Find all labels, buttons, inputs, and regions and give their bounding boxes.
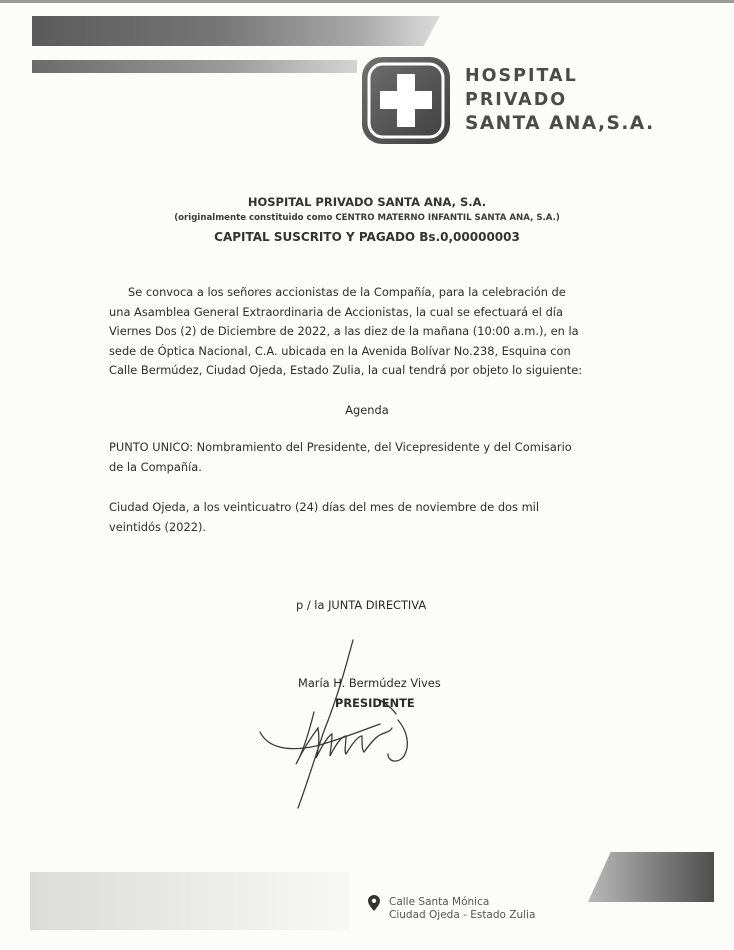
date-paragraph [109, 498, 629, 537]
punto-line: de la Compañía. [109, 459, 202, 474]
convocation-line: una Asamblea General Extraordinaria de Accionistas, la cual se efectuará el día [109, 304, 563, 319]
logo-line-1: HOSPITAL [465, 66, 578, 86]
footer-address-line-2: Ciudad Ojeda - Estado Zulia [389, 908, 536, 921]
punto-unico-paragraph [109, 438, 629, 477]
signer-role: PRESIDENTE [335, 696, 415, 710]
signer-name: María H. Bermúdez Vives [298, 676, 441, 690]
convocation-line: sede de Óptica Nacional, C.A. ubicada en la Avenida Bolívar No.238, Esquina con [109, 343, 571, 358]
company-capital: CAPITAL SUSCRITO Y PAGADO Bs.0,00000003 [214, 230, 520, 244]
convocation-paragraph [109, 283, 629, 381]
footer-decor-bar [30, 872, 350, 930]
agenda-heading: Agenda [345, 403, 389, 417]
footer-decor-bar-right [588, 852, 714, 902]
convocation-line: Calle Bermúdez, Ciudad Ojeda, Estado Zulia, la cual tendrá por objeto lo siguiente: [109, 363, 583, 377]
on-behalf-label: p / la JUNTA DIRECTIVA [296, 598, 427, 612]
header-decor-bar [32, 16, 440, 46]
hospital-logo-wordmark [465, 64, 655, 136]
hospital-cross-logo-icon [361, 56, 451, 145]
date-line: Ciudad Ojeda, a los veinticuatro (24) días del mes de noviembre de dos mil [109, 500, 539, 514]
handwritten-signature [258, 636, 428, 820]
date-line: veintidós (2022). [109, 519, 207, 534]
location-pin-icon [368, 895, 380, 915]
logo-line-3: SANTA ANA,S.A. [465, 113, 655, 134]
scan-top-edge [0, 0, 734, 3]
logo-line-2: PRIVADO [465, 90, 568, 110]
footer-address-line-1: Calle Santa Mónica [389, 896, 490, 908]
footer-address [389, 896, 535, 921]
header-decor-bar-secondary [32, 60, 357, 73]
convocation-line: Se convoca a los señores accionistas de la Compañía, para la celebración de [128, 285, 566, 299]
company-title: HOSPITAL PRIVADO SANTA ANA, S.A. [247, 195, 487, 209]
convocation-line: Viernes Dos (2) de Diciembre de 2022, a las diez de la mañana (10:00 a.m.), en la [109, 324, 579, 338]
company-subtitle: (originalmente constituido como CENTRO MATERNO INFANTIL SANTA ANA, S.A.) [174, 213, 560, 223]
punto-line: PUNTO UNICO: Nombramiento del Presidente, del Vicepresidente y del Comisario [109, 440, 572, 454]
